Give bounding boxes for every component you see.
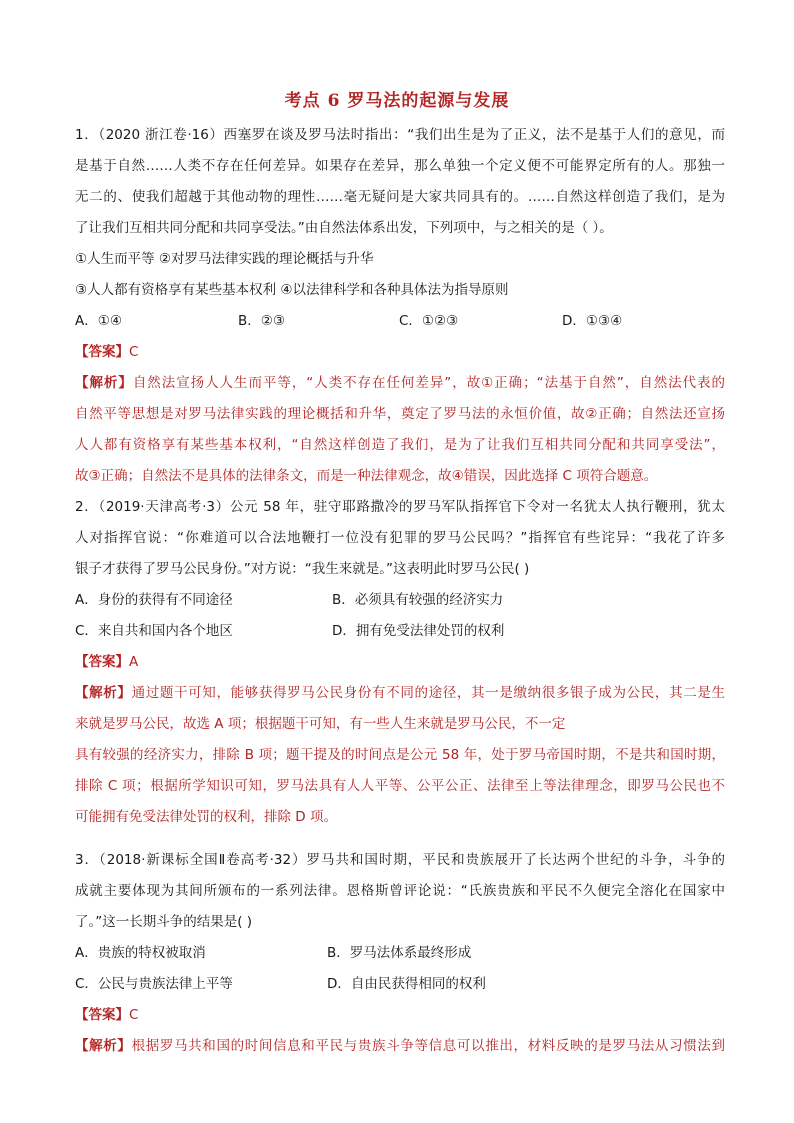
q1-option-d: D．①③④ — [562, 313, 623, 329]
answer-label: 【答案】 — [75, 1007, 129, 1023]
q2-analysis-line: 具有较强的经济实力，排除 B 项；题干提及的时间点是公元 58 年，处于罗马帝国时期，不是共和国时期， — [75, 747, 725, 763]
q1-stem-line: 1．（2020 浙江卷·16）西塞罗在谈及罗马法时指出：“我们出生是为了正义，法不是基于人们的意见，而 — [75, 127, 725, 143]
analysis-label: 【解析】 — [75, 685, 132, 701]
analysis-label: 【解析】 — [75, 1038, 132, 1054]
analysis-text: 根据罗马共和国的时间信息和平民与贵族斗争等信息可以推出，材料反映的是罗马法从习惯法到 — [131, 1038, 725, 1054]
q2-option-d: D．拥有免受法律处罚的权利 — [332, 623, 505, 639]
q1-analysis-line: 故③正确；自然法不是具体的法律条文，而是一种法律观念，故④错误，因此选择 C 项符合题意。 — [75, 468, 658, 484]
q1-analysis-line: 自然平等思想是对罗马法律实践的理论概括和升华，奠定了罗马法的永恒价值，故②正确；自然法还宣扬 — [75, 406, 725, 422]
q2-option-c: C．来自共和国内各个地区 — [75, 623, 233, 639]
q2-option-a: A．身份的获得有不同途径 — [75, 592, 233, 608]
q1-stem-line: 无二的、使我们超越于其他动物的理性……毫无疑问是大家共同具有的。……自然这样创造了我们，是为 — [75, 189, 725, 205]
q1-option-b: B．②③ — [238, 313, 285, 329]
q3-options-row — [75, 969, 725, 1000]
q2-analysis-line: 可能拥有免受法律处罚的权利，排除 D 项。 — [75, 809, 337, 825]
q3-answer — [75, 1000, 725, 1031]
analysis-label: 【解析】 — [75, 375, 133, 391]
answer-label: 【答案】 — [75, 344, 129, 360]
q3-options-row — [75, 938, 725, 969]
answer-value: A — [129, 654, 139, 670]
q1-stem-line: 是基于自然……人类不存在任何差异。如果存在差异，那么单独一个定义便不可能界定所有的人。那独一 — [75, 158, 725, 174]
q1-analysis-line — [75, 368, 725, 399]
q3-option-a: A．贵族的特权被取消 — [75, 945, 206, 961]
q3-analysis-line — [75, 1031, 725, 1062]
page-title: 考点 6 罗马法的起源与发展 — [284, 91, 510, 111]
q3-stem-line: 了。”这一长期斗争的结果是( ) — [75, 914, 253, 930]
q2-stem-line: 2．（2019·天津高考·3）公元 58 年，驻守耶路撒冷的罗马军队指挥官下令对一名犹太人执行鞭刑，犹太 — [75, 499, 725, 515]
answer-label: 【答案】 — [75, 654, 129, 670]
q2-analysis-line: 来就是罗马公民，故选 A 项；根据题干可知，有一些人生来就是罗马公民，不一定 — [75, 716, 566, 732]
q1-statement-line: ③人人都有资格享有某些基本权利 ④以法律科学和各种具体法为指导原则 — [75, 282, 509, 298]
analysis-text: 通过题干可知，能够获得罗马公民身份有不同的途径，其一是缴纳很多银子成为公民，其二是生 — [131, 685, 725, 701]
q3-stem-line: 成就主要体现为其间所颁布的一系列法律。恩格斯曾评论说：“氏族贵族和平民不久便完全溶化在国家中 — [75, 883, 725, 899]
q1-analysis-line: 人人都有资格享有某些基本权利，“自然这样创造了我们，是为了让我们互相共同分配和共同享受法”， — [75, 437, 725, 453]
q1-option-c: C．①②③ — [399, 313, 459, 329]
q1-options — [75, 306, 725, 337]
q2-answer — [75, 647, 725, 678]
q1-statement-line: ①人生而平等 ②对罗马法律实践的理论概括与升华 — [75, 251, 374, 267]
q1-stem-line: 了让我们互相共同分配和共同享受法。”由自然法体系出发，下列项中，与之相关的是（ ）。 — [75, 220, 613, 236]
q2-stem-line: 银子才获得了罗马公民身份。”对方说：“我生来就是。”这表明此时罗马公民( ) — [75, 561, 530, 577]
q3-option-c: C．公民与贵族法律上平等 — [75, 976, 233, 992]
q3-stem-line: 3．（2018·新课标全国Ⅱ卷高考·32）罗马共和国时期，平民和贵族展开了长达两个世纪的斗争，斗争的 — [75, 852, 725, 868]
q2-options-row — [75, 585, 725, 616]
q2-analysis-line — [75, 678, 725, 709]
q1-answer — [75, 337, 725, 368]
q3-option-d: D．自由民获得相同的权利 — [327, 976, 486, 992]
analysis-text: 自然法宣扬人人生而平等，“人类不存在任何差异”，故①正确；“法基于自然”，自然法代表的 — [132, 375, 725, 391]
answer-value: C — [129, 344, 139, 360]
q2-options-row — [75, 616, 725, 647]
q2-option-b: B．必须具有较强的经济实力 — [332, 592, 504, 608]
question-content — [75, 120, 725, 1062]
q2-analysis-line: 排除 C 项；根据所学知识可知，罗马法具有人人平等、公平公正、法律至上等法律理念，即罗马公民也不 — [75, 778, 725, 794]
answer-value: C — [129, 1007, 139, 1023]
q2-stem-line: 人对指挥官说：“你难道可以合法地鞭打一位没有犯罪的罗马公民吗？”指挥官有些诧异：“我花了许多 — [75, 530, 725, 546]
q1-option-a: A．①④ — [75, 313, 122, 329]
q3-option-b: B．罗马法体系最终形成 — [327, 945, 472, 961]
